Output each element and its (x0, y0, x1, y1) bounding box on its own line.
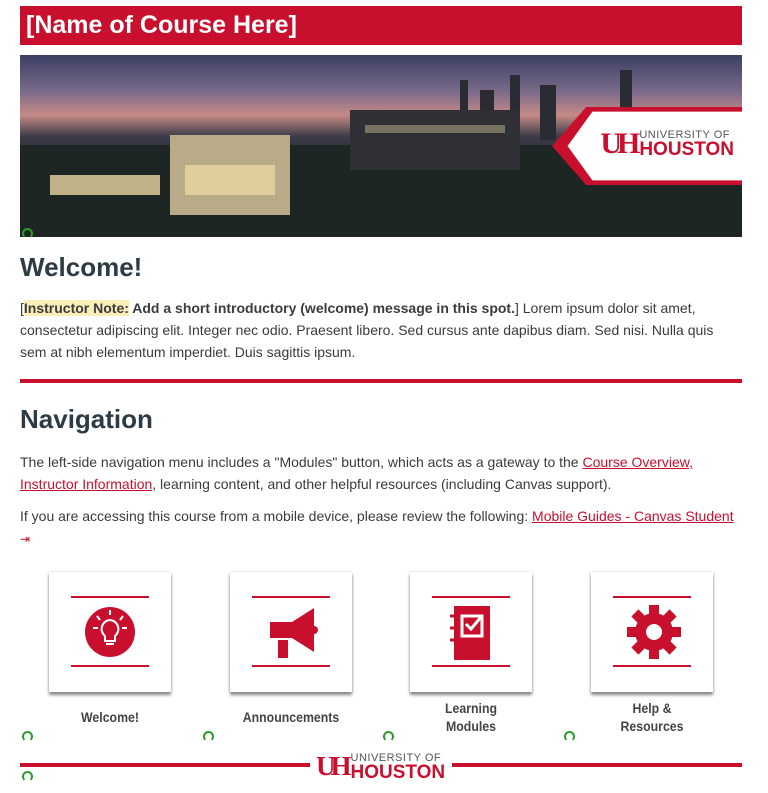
navigation-heading: Navigation (20, 404, 153, 434)
external-tool-icon[interactable] (22, 731, 33, 742)
tile-label[interactable]: Announcements (242, 709, 340, 725)
lightbulb-icon (85, 604, 135, 660)
text: , learning content, and other helpful resources (including Canvas support). (152, 476, 612, 492)
external-tool-icon[interactable] (383, 731, 394, 742)
uh-mark-icon: UH (316, 751, 347, 781)
tile-label[interactable]: Welcome! (81, 709, 139, 725)
section-divider (20, 379, 742, 383)
external-tool-icon[interactable] (564, 731, 575, 742)
welcome-heading: Welcome! (20, 252, 143, 282)
text: The left-side navigation menu includes a "Modules" button, which acts as a gateway to the (20, 454, 583, 470)
external-link-icon: ⇥ (20, 532, 31, 546)
welcome-tile[interactable] (49, 572, 171, 692)
notebook-check-icon (446, 604, 496, 660)
gear-icon (627, 604, 681, 660)
tile-label[interactable]: Help & Resources (620, 700, 684, 734)
instructor-note-text: Add a short introductory (welcome) message in this spot. (128, 300, 515, 316)
course-overview-link[interactable]: Course Overview, (582, 454, 693, 470)
tile-label[interactable]: Learning Modules (444, 700, 498, 734)
footer-rule-right (452, 763, 742, 767)
help-resources-tile[interactable] (591, 572, 713, 692)
course-title-bar: [Name of Course Here] (20, 6, 742, 45)
instructor-note-label: Instructor Note: (23, 300, 129, 316)
navigation-paragraph (20, 451, 742, 495)
instructor-information-link[interactable]: Instructor Information (20, 476, 153, 492)
mobile-guides-link[interactable]: Mobile Guides - Canvas Student (532, 508, 734, 524)
campus-banner-image (20, 55, 742, 237)
mobile-paragraph (20, 505, 742, 550)
learning-modules-tile[interactable] (410, 572, 532, 692)
welcome-body: Lorem ipsum dolor sit amet, consectetur adipiscing elit. Integer nec odio. Praesent libero. Sed cursus ante dapibus diam. Sed nisi. Nulla quis sem at nibh elementum imperdiet. Duis sagittis ipsum. (20, 300, 714, 360)
welcome-paragraph: [Instructor Note: Add a short introductory (welcome) message in this spot.] Lorem ipsum dolor sit amet, consectetur adipiscing elit. Integer nec odio. Praesent libero. Sed cursus ante dapibus diam. Sed nisi. Nulla quis sem at nibh elementum imperdiet. Duis sagittis ipsum. (20, 300, 714, 360)
footer-rule-left (20, 763, 310, 767)
announcements-tile[interactable] (230, 572, 352, 692)
megaphone-icon (266, 604, 318, 660)
uh-mark-icon: UH (600, 127, 636, 160)
footer-university-logo: UH UNIVERSITY OF HOUSTON (316, 751, 446, 783)
external-tool-icon[interactable] (22, 771, 33, 782)
external-tool-icon[interactable] (22, 228, 33, 239)
external-tool-icon[interactable] (203, 731, 214, 742)
text: If you are accessing this course from a mobile device, please review the following: (20, 508, 533, 524)
university-logo: UH UNIVERSITY OF HOUSTON (600, 127, 734, 160)
